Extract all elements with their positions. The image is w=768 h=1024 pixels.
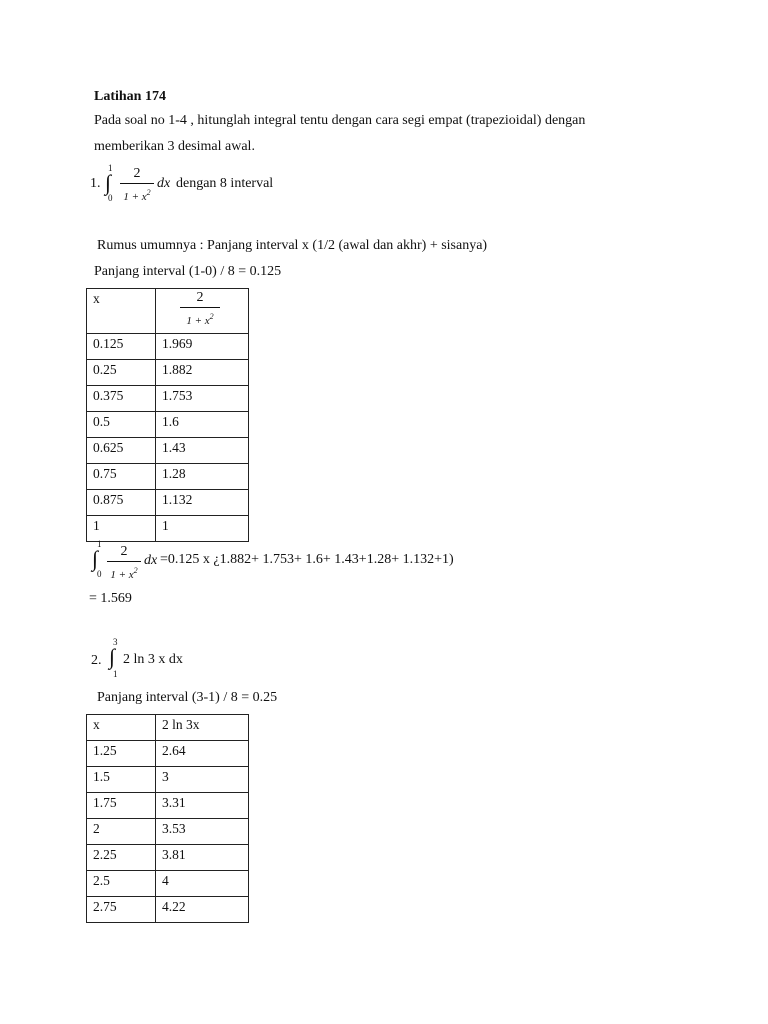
denominator-base: 1 + x [123, 191, 147, 203]
cell-fx: 3.81 [156, 845, 249, 871]
header-x: x [87, 715, 156, 741]
header-fx: 2 ln 3x [156, 715, 249, 741]
result-1-answer: = 1.569 [89, 591, 132, 606]
interval-1-text: Panjang interval (1-0) / 8 = 0.125 [94, 264, 282, 279]
table-1-header [87, 289, 249, 334]
fraction-1 [120, 166, 154, 204]
integral-sign: ∫ [109, 644, 116, 669]
fraction-bar [107, 561, 141, 562]
dx-result-1: dx [144, 553, 158, 568]
cell-fx: 1.753 [156, 386, 249, 412]
cell-x: 0.875 [87, 490, 156, 516]
problem-1-suffix: dengan 8 interval [176, 176, 274, 191]
table-row [87, 845, 249, 871]
cell-x: 2.25 [87, 845, 156, 871]
cell-x: 1 [87, 516, 156, 542]
table-row [87, 741, 249, 767]
lower-limit: 0 [97, 569, 102, 579]
cell-fx: 3 [156, 767, 249, 793]
cell-x: 0.625 [87, 438, 156, 464]
denominator [120, 186, 154, 204]
cell-fx: 3.31 [156, 793, 249, 819]
denominator [107, 564, 141, 582]
denominator-base: 1 + x [110, 569, 134, 581]
dx-1: dx [157, 176, 171, 191]
denominator-exponent: 2 [133, 566, 138, 575]
problem-2-number: 2. [91, 653, 102, 668]
fraction-bar [120, 183, 154, 184]
cell-x: 2.5 [87, 871, 156, 897]
problem-2-integrand: 2 ln 3 x dx [123, 652, 183, 667]
cell-x: 1.25 [87, 741, 156, 767]
formula-text: Rumus umumnya : Panjang interval x (1/2 (awal dan akhr) + sisanya) [97, 238, 488, 253]
table-1 [86, 288, 249, 542]
intro-line-2: memberikan 3 desimal awal. [94, 139, 255, 154]
table-row [87, 438, 249, 464]
header-denominator-base: 1 + x [186, 315, 210, 327]
cell-x: 0.25 [87, 360, 156, 386]
cell-fx: 4 [156, 871, 249, 897]
lower-limit: 1 [113, 669, 118, 679]
cell-x: 0.125 [87, 334, 156, 360]
cell-fx: 1.43 [156, 438, 249, 464]
interval-2-text: Panjang interval (3-1) / 8 = 0.25 [97, 690, 278, 705]
upper-limit: 3 [113, 637, 118, 647]
cell-x: 0.375 [87, 386, 156, 412]
problem-1-number: 1. [90, 176, 101, 191]
header-numerator: 2 [196, 290, 204, 305]
fraction-result-1 [107, 544, 141, 582]
cell-x: 1.75 [87, 793, 156, 819]
cell-fx: 1.132 [156, 490, 249, 516]
table-row [87, 516, 249, 542]
cell-fx: 1.882 [156, 360, 249, 386]
cell-x: 2 [87, 819, 156, 845]
cell-x: 0.75 [87, 464, 156, 490]
header-fx [156, 289, 249, 334]
header-fraction-bar [180, 307, 220, 308]
table-row [87, 464, 249, 490]
cell-fx: 1.6 [156, 412, 249, 438]
page-title: Latihan 174 [94, 89, 166, 104]
intro-line-1: Pada soal no 1-4 , hitunglah integral tentu dengan cara segi empat (trapezioidal) dengan [94, 113, 586, 128]
cell-fx: 3.53 [156, 819, 249, 845]
integral-sign: ∫ [105, 170, 112, 195]
cell-fx: 1.969 [156, 334, 249, 360]
numerator: 2 [133, 166, 141, 181]
cell-fx: 1 [156, 516, 249, 542]
cell-x: 2.75 [87, 897, 156, 923]
table-row [87, 793, 249, 819]
integral-sign: ∫ [92, 546, 99, 571]
table-row [87, 871, 249, 897]
table-row [87, 334, 249, 360]
upper-limit: 1 [108, 163, 113, 173]
cell-fx: 2.64 [156, 741, 249, 767]
header-x: x [87, 289, 156, 334]
header-denominator [180, 310, 220, 328]
table-2 [86, 714, 249, 923]
table-row [87, 360, 249, 386]
cell-x: 1.5 [87, 767, 156, 793]
table-row [87, 897, 249, 923]
cell-fx: 4.22 [156, 897, 249, 923]
table-row [87, 386, 249, 412]
header-denominator-exponent: 2 [209, 312, 214, 321]
table-row [87, 412, 249, 438]
upper-limit: 1 [97, 539, 102, 549]
table-row [87, 767, 249, 793]
header-fraction [180, 290, 220, 328]
result-1-expression: =0.125 x ¿1.882+ 1.753+ 1.6+ 1.43+1.28+ 1.132+1) [160, 552, 454, 567]
numerator: 2 [120, 544, 128, 559]
cell-x: 0.5 [87, 412, 156, 438]
denominator-exponent: 2 [146, 188, 151, 197]
table-row [87, 819, 249, 845]
cell-fx: 1.28 [156, 464, 249, 490]
table-2-header [87, 715, 249, 741]
table-row [87, 490, 249, 516]
lower-limit: 0 [108, 193, 113, 203]
